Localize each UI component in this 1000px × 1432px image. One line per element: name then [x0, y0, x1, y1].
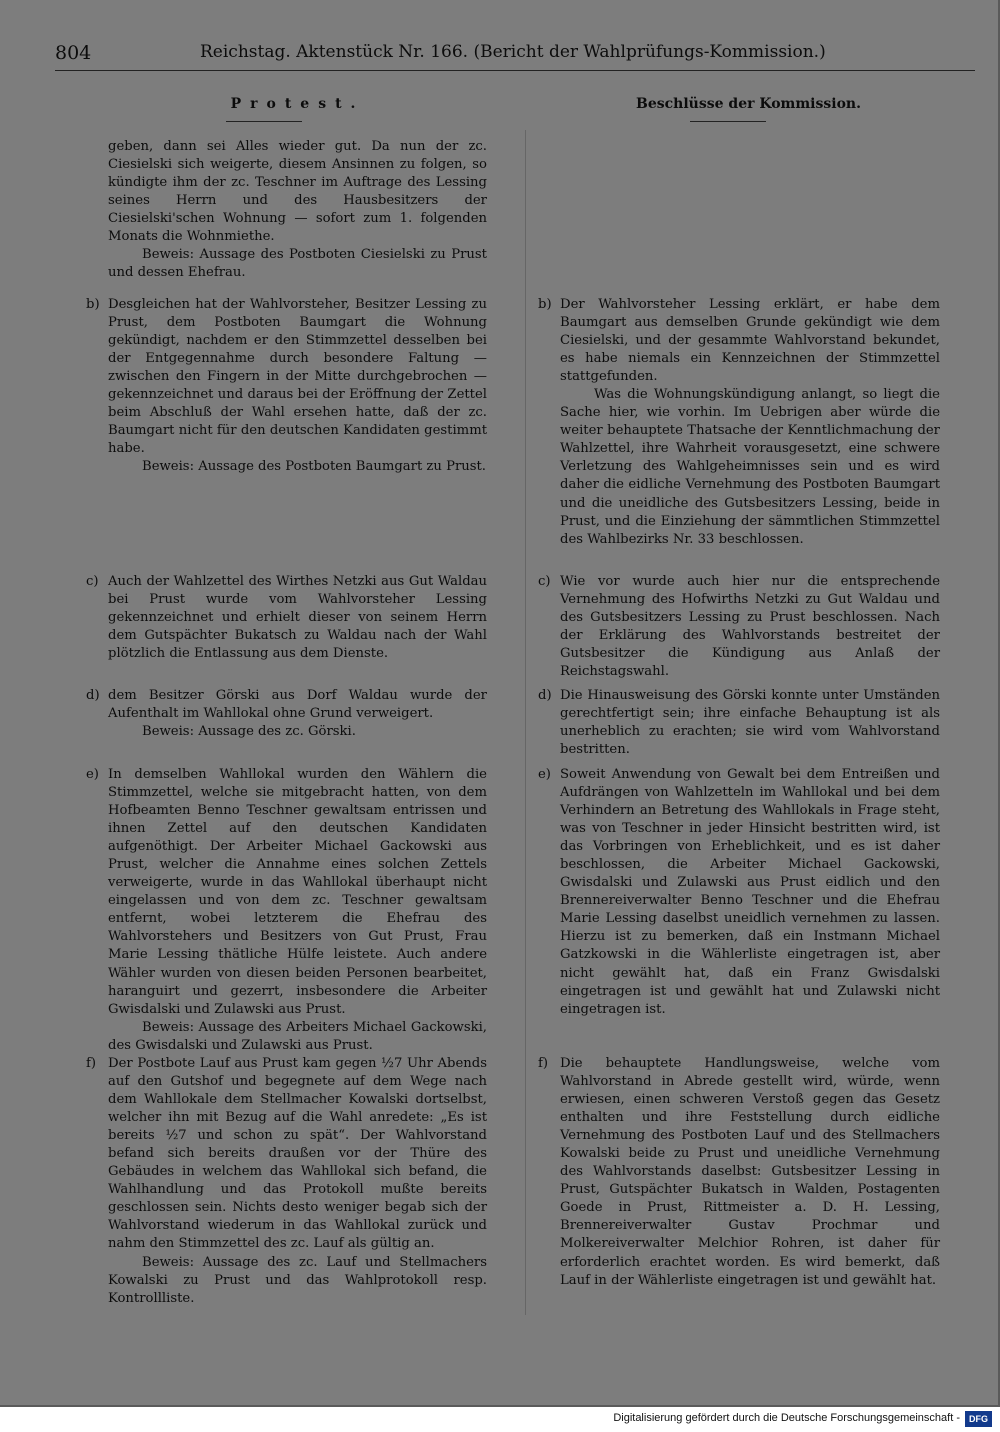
protest-e-proof: Beweis: Aussage des Arbeiters Michael Gackowski, des Gwisdalski und Zulawski aus Prust. — [108, 1019, 487, 1053]
item-label: d) — [538, 688, 552, 703]
item-label: b) — [86, 297, 100, 312]
protest-e-text: In demselben Wahllokal wurden den Wählern die Stimmzettel, welche sie mitgebracht hatten, von dem Hofbeamten Benno Teschner gewaltsam entrissen und ihnen Zettel auf den deutschen Kandidaten aufgenöthigt. Der Arbeiter Michael Gackowski aus Prust, welcher die Annahme eines solchen Zettels verweigerte, wurde in das Wahllokal überhaupt nicht eingelassen und von dem zc. Teschner gewaltsam entfernt, wobei letzterem die Ehefrau des Wahlvorstehers und Besitzers von Gut Prust, Frau Marie Lessing thätliche Hülfe leistete. Auch andere Wähler wurden von diesen beiden Personen bearbeitet, haranguirt und gezerrt, insbesondere die Arbeiter Gwisdalski und Zulawski aus Prust. — [108, 767, 487, 1017]
page-number: 804 — [55, 42, 92, 64]
protest-f-text: Der Postbote Lauf aus Prust kam gegen ½7 Uhr Abends auf den Gutshof und begegnete auf dem Wege nach dem Wahllokale dem Stellmacher Kowalski dortselbst, welcher ihn mit Bezug auf die Wahl anredete: „Es ist bereits ½7 und schon zu spät“. Der Wahlvorstand befand sich bereits draußen vor der Thüre des Gebäudes in welchem das Wahllokal sich befand, die Wahlhandlung und das Protokoll mußte bereits geschlossen sein. Nichts desto weniger begab sich der Wahlvorstand wiederum in das Wahllokal zurück und nahm den Stimmzettel des zc. Lauf als gültig an. — [108, 1056, 487, 1252]
protest-d-text: dem Besitzer Görski aus Dorf Waldau wurde der Aufenthalt im Wahllokal ohne Grund verweigert. — [108, 688, 487, 722]
protest-item-b — [86, 296, 487, 476]
protest-item-d — [86, 687, 487, 741]
item-label: b) — [538, 297, 552, 312]
item-label: c) — [86, 574, 99, 589]
protest-item-c — [86, 573, 487, 663]
resolution-item-c — [538, 573, 940, 681]
resolution-item-f — [538, 1055, 940, 1290]
protest-b-proof: Beweis: Aussage des Postboten Baumgart zu Prust. — [142, 459, 486, 475]
right-heading-rule — [690, 121, 766, 122]
item-label: d) — [86, 688, 100, 703]
running-title: Reichstag. Aktenstück Nr. 166. (Bericht der Wahlprüfungs-Kommission.) — [200, 42, 826, 62]
protest-intro-text: geben, dann sei Alles wieder gut. Da nun der zc. Ciesielski sich weigerte, diesem Ansinnen zu folgen, so kündigte ihm der zc. Teschner im Auftrage des Lessing seines Herrn und des Hausbesitzers der Ciesielski'schen Wohnung — sofort zum 1. folgenden Monats die Wohnmiethe. — [108, 139, 487, 245]
protest-item-e — [86, 766, 487, 1055]
header-rule — [55, 70, 975, 71]
resolution-item-b — [538, 296, 940, 549]
protest-b-text: Desgleichen hat der Wahlvorsteher, Besitzer Lessing zu Prust, dem Postboten Baumgart die Wohnung gekündigt, nachdem er den Stimmzettel desselben bei der Entgegennahme durch besondere Faltung — zwischen den Fingern in der Mitte durchgebrochen — gekennzeichnet und daraus bei der Eröffnung der Zettel beim Abschluß der Wahl ersehen hatte, daß der zc. Baumgart nicht für den deutschen Kandidaten gestimmt habe. — [108, 297, 487, 457]
resolution-b-text-2: Was die Wohnungskündigung anlangt, so liegt die Sache hier, wie vorhin. Im Uebrigen aber würde die weiter behauptete Thatsache der Kenntlichmachung der Wahlzettel, ihre Wahrheit vorausgesetzt, eine schwere Verletzung des Wahlgeheimnisses sein und es wird daher die eidliche Vernehmung des Postboten Baumgart und die uneidliche des Gutsbesitzers Lessing, beide in Prust, und die Einziehung der sämmtlichen Stimmzettel des Wahlbezirks Nr. 33 beschlossen. — [560, 387, 940, 547]
protest-c-text: Auch der Wahlzettel des Wirthes Netzki aus Gut Waldau bei Prust wurde vom Wahlvorsteher Lessing gekennzeichnet und erhielt dieser von seinem Herrn dem Gutspächter Bukatsch zu Waldau nach der Wahl plötzlich die Entlassung aus dem Dienste. — [108, 574, 487, 662]
resolutions-heading: Beschlüsse der Kommission. — [636, 96, 861, 112]
resolution-item-e — [538, 766, 940, 1019]
footer-bar — [0, 1407, 1000, 1432]
protest-item-f — [86, 1055, 487, 1308]
item-label: e) — [86, 767, 99, 782]
resolution-f-text: Die behauptete Handlungsweise, welche vom Wahlvorstand in Abrede gestellt wird, würde, wenn erwiesen, einen schweren Verstoß gegen das Gesetz enthalten und ihre Feststellung durch eidliche Vernehmung des Postboten Lauf und des Stellmachers Kowalski beide zu Prust und uneidliche Vernehmung des Wahlvorstands daselbst: Gutsbesitzer Lessing in Prust, Gutspächter Bukatsch in Walden, Postagenten Goede in Prust, Rittmeister a. D. H. Lessing, Brennereiverwalter Gustav Prochmar und Molkereiverwalter Melchior Rohren, ist daher für erforderlich erachtet worden. Es wird bemerkt, daß Lauf in der Wählerliste eingetragen ist und gewählt hat. — [560, 1056, 940, 1288]
left-heading-rule — [226, 121, 302, 122]
protest-intro-proof: Beweis: Aussage des Postboten Ciesielski zu Prust und dessen Ehefrau. — [108, 247, 487, 281]
funding-note: Digitalisierung gefördert durch die Deutsche Forschungsgemeinschaft - — [613, 1412, 960, 1424]
resolution-d-text: Die Hinausweisung des Görski konnte unter Umständen gerechtfertigt sein; ihre einfache Behauptung ist als unerheblich zu erachten; sie wird vom Wahlvorstand bestritten. — [560, 688, 940, 758]
resolution-c-text: Wie vor wurde auch hier nur die entsprechende Vernehmung des Hofwirths Netzki zu Gut Waldau und des Gutsbesitzers Lessing zu Prust beschlossen. Nach der Erklärung des Wahlvorstands bestreitet der Gutsbesitzer die Kündigung aus Anlaß der Reichstagswahl. — [560, 574, 940, 680]
item-label: f) — [86, 1056, 97, 1071]
item-label: f) — [538, 1056, 549, 1071]
resolution-item-d — [538, 687, 940, 759]
resolution-b-text: Der Wahlvorsteher Lessing erklärt, er habe dem Baumgart aus demselben Grunde gekündigt wie dem Ciesielski, und der gesammte Wahlvorstand bekundet, es habe niemals ein Kennzeichnen der Stimmzettel stattgefunden. — [560, 297, 940, 385]
page-header — [55, 42, 965, 70]
protest-d-proof: Beweis: Aussage des zc. Görski. — [142, 724, 356, 740]
item-label: e) — [538, 767, 551, 782]
dfg-logo-icon: DFG — [965, 1411, 992, 1427]
item-label: c) — [538, 574, 551, 589]
resolution-e-text: Soweit Anwendung von Gewalt bei dem Entreißen und Aufdrängen von Wahlzetteln im Wahllokal und bei dem Verhindern an Betretung des Wahllokals in Frage steht, was von Teschner in jeder Hinsicht bestritten wird, ist das Vorbringen von Erheblichkeit, und es ist daher beschlossen, die Arbeiter Michael Gackowski, Gwisdalski und Zulawski aus Prust eidlich und den Brennereiverwalter Benno Teschner und die Ehefrau Marie Lessing daselbst uneidlich vernehmen zu lassen. Hierzu ist zu bemerken, daß ein Instmann Michael Gatzkowski in die Wählerliste eingetragen ist, aber nicht gewählt hat, daß ein Franz Gwisdalski eingetragen ist und gewählt hat und Zulawski nicht eingetragen ist. — [560, 767, 940, 1017]
column-divider — [525, 130, 526, 1315]
protest-intro — [108, 138, 487, 282]
protest-f-proof: Beweis: Aussage des zc. Lauf und Stellmachers Kowalski zu Prust und das Wahlprotokoll resp. Kontrollliste. — [108, 1254, 487, 1306]
protest-heading: Protest. — [230, 96, 365, 112]
